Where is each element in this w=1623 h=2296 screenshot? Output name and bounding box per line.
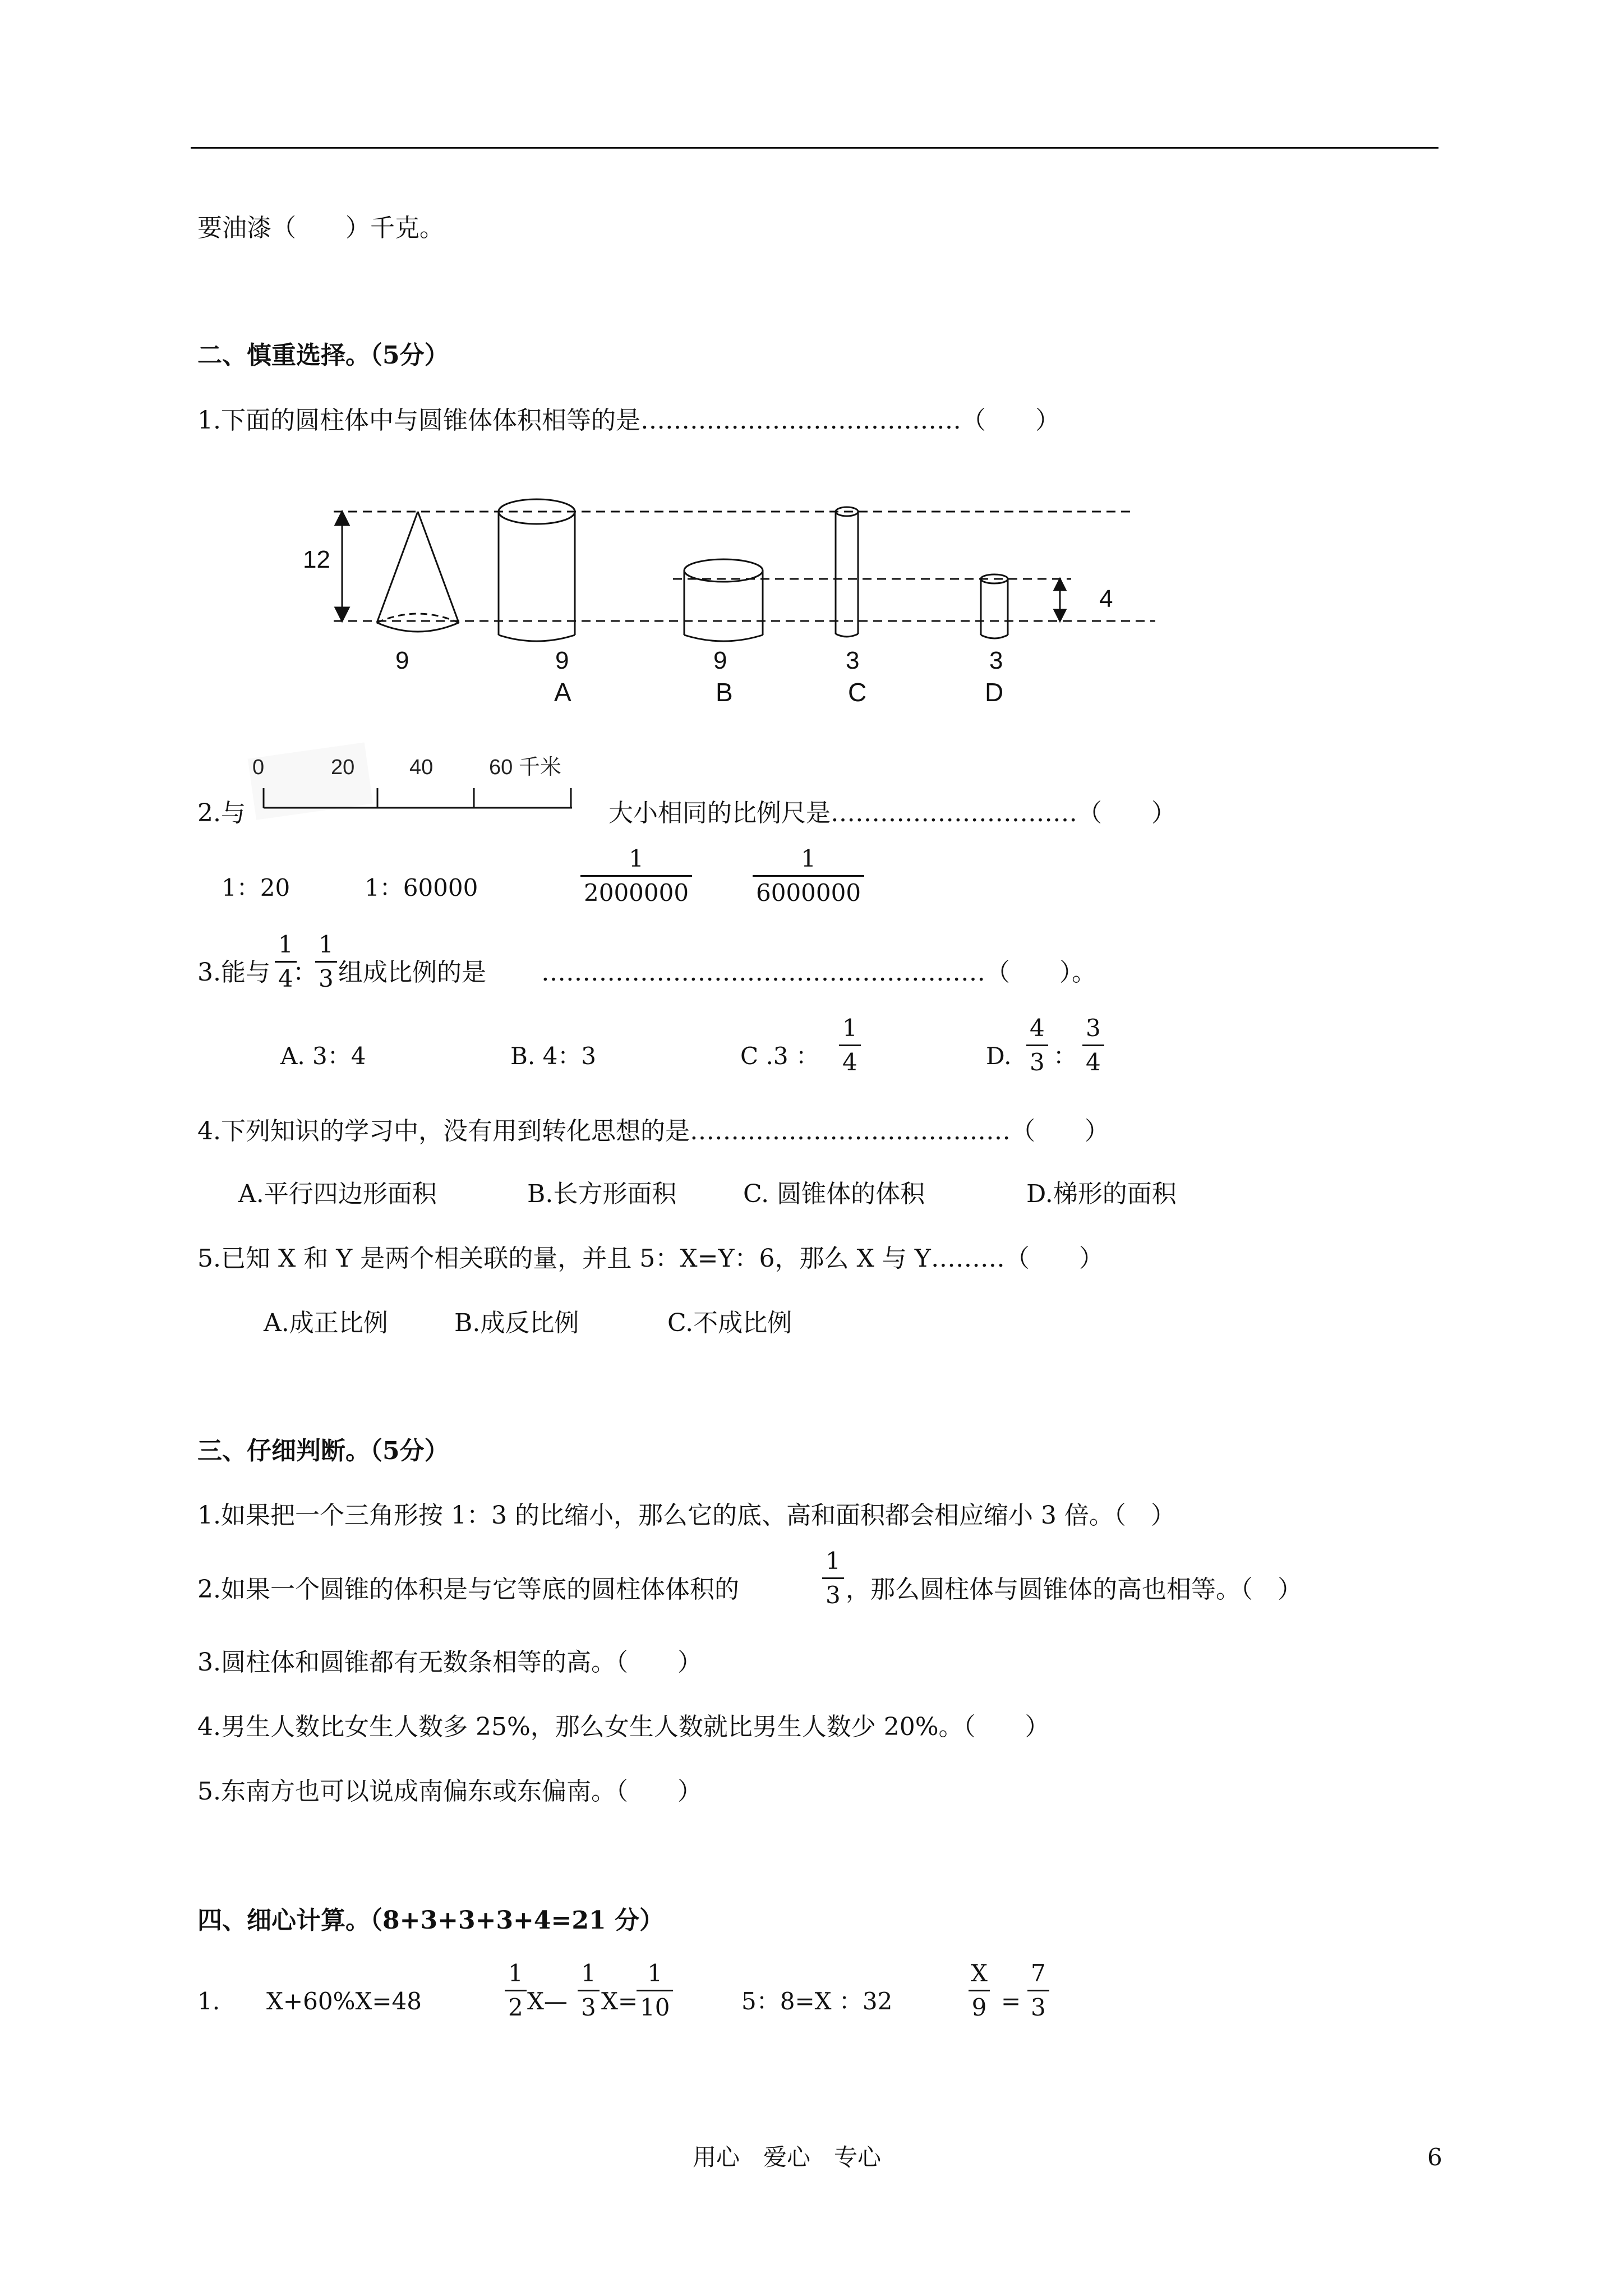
option-b-base: 9 bbox=[713, 647, 727, 674]
s2-q3-frac-1: $\frac{1}{4}$ bbox=[275, 933, 297, 991]
s4-eq2-x2: X= bbox=[601, 1987, 638, 2015]
option-d-base: 3 bbox=[989, 647, 1003, 674]
s2-q3-suffix: 组成比例的是 bbox=[338, 958, 486, 987]
section4-title: 四、细心计算。（8+3+3+3+4=21 分） bbox=[197, 1906, 664, 1935]
s3-q5: 5.东南方也可以说成南偏东或东偏南。（ ） bbox=[197, 1777, 702, 1806]
s2-q3-option-d-frac-2: $\frac{3}{4}$ bbox=[1082, 1016, 1104, 1074]
header-rule bbox=[191, 147, 1438, 149]
option-d-letter: D bbox=[985, 678, 1004, 707]
s2-q3-option-d-frac-1: $\frac{4}{3}$ bbox=[1026, 1016, 1048, 1074]
s4-eq3: 5：8=X ：32 bbox=[741, 1987, 893, 2015]
s4-eq2-frac-3: $\frac{1}{10}$ bbox=[637, 1962, 673, 2019]
option-a-letter: A bbox=[554, 678, 571, 707]
s4-num: 1. bbox=[197, 1987, 220, 2015]
footer-motto: 用心 爱心 专心 bbox=[693, 2143, 882, 2171]
scale-label-0: 0 bbox=[252, 756, 265, 779]
s2-q3-option-c-frac: $\frac{1}{4}$ bbox=[839, 1016, 861, 1074]
s2-q2-option-4: $\frac{1}{6000000}$ bbox=[753, 847, 864, 905]
continuation-line: 要油漆（ ）千克。 bbox=[197, 214, 444, 242]
s4-eq2-frac-1: $\frac{1}{2}$ bbox=[505, 1962, 527, 2019]
s3-q3: 3.圆柱体和圆锥都有无数条相等的高。（ ） bbox=[197, 1648, 702, 1677]
s2-q5-option-c: C.不成比例 bbox=[667, 1309, 792, 1337]
s2-q3-option-a: A. 3：4 bbox=[280, 1042, 366, 1070]
s2-q2-suffix: 大小相同的比例尺是…………………………（ ） bbox=[608, 799, 1176, 827]
s4-eq2-frac-2: $\frac{1}{3}$ bbox=[578, 1962, 600, 2019]
s4-eq1: X+60%X=48 bbox=[266, 1987, 422, 2015]
s2-q1-text: 1.下面的圆柱体中与圆锥体体积相等的是…………………………………（ ） bbox=[197, 406, 1060, 435]
option-a-base: 9 bbox=[555, 647, 569, 674]
scale-bar bbox=[247, 740, 583, 830]
s3-q4: 4.男生人数比女生人数多 25%，那么女生人数就比男生人数少 20%。（ ） bbox=[197, 1713, 1050, 1741]
s2-q3-option-d: D. bbox=[986, 1042, 1012, 1070]
height-12-label: 12 bbox=[303, 546, 330, 573]
height-4-label: 4 bbox=[1099, 585, 1113, 613]
s2-q4-option-b: B.长方形面积 bbox=[527, 1180, 677, 1208]
s3-q1: 1.如果把一个三角形按 1：3 的比缩小，那么它的底、高和面积都会相应缩小 3 倍。（ ） bbox=[197, 1501, 1175, 1530]
scale-label-40: 40 bbox=[409, 756, 434, 779]
section2-title: 二、慎重选择。（5分） bbox=[197, 341, 449, 370]
scale-label-20: 20 bbox=[331, 756, 355, 779]
s4-eq2-x1: X— bbox=[527, 1987, 568, 2015]
option-b-letter: B bbox=[716, 678, 733, 707]
s2-q3-dots: ………………………………………………（ ）。 bbox=[541, 958, 1096, 987]
s2-q2-option-1: 1：20 bbox=[222, 874, 291, 901]
volume-figure bbox=[280, 482, 1178, 718]
s2-q2-option-2: 1：60000 bbox=[365, 874, 478, 901]
s2-q4-option-a: A.平行四边形面积 bbox=[238, 1180, 437, 1208]
s2-q4-option-c: C. 圆锥体的体积 bbox=[743, 1180, 925, 1208]
option-c-base: 3 bbox=[846, 647, 860, 674]
section3-title: 三、仔细判断。（5分） bbox=[197, 1437, 449, 1465]
s2-q5-text: 5.已知 X 和 Y 是两个相关联的量，并且 5：X=Y：6，那么 X 与 Y………（ ） bbox=[197, 1244, 1104, 1273]
s2-q3-option-c: C .3 ： bbox=[740, 1042, 819, 1070]
scale-label-60km: 60 千米 bbox=[489, 756, 561, 779]
s2-q3-colon: ： bbox=[293, 958, 317, 987]
s4-eq4-equals: = bbox=[1001, 1987, 1021, 2015]
s4-eq4-frac-2: $\frac{7}{3}$ bbox=[1027, 1962, 1049, 2019]
s2-q3-prefix: 3.能与 bbox=[197, 958, 270, 987]
page-number: 6 bbox=[1427, 2143, 1442, 2171]
cone-base-label: 9 bbox=[395, 647, 409, 674]
s2-q3-frac-2: $\frac{1}{3}$ bbox=[315, 933, 337, 991]
s2-q2-prefix: 2.与 bbox=[197, 799, 246, 827]
s2-q5-option-a: A.成正比例 bbox=[264, 1309, 388, 1337]
s2-q4-option-d: D.梯形的面积 bbox=[1026, 1180, 1177, 1208]
s2-q3-option-d-colon: ： bbox=[1053, 1042, 1077, 1070]
s2-q2-option-3: $\frac{1}{2000000}$ bbox=[580, 847, 692, 905]
s3-q2-frac: $\frac{1}{3}$ bbox=[822, 1549, 844, 1607]
s3-q2-suffix: ，那么圆柱体与圆锥体的高也相等。（ ） bbox=[846, 1575, 1302, 1604]
s2-q4-text: 4.下列知识的学习中，没有用到转化思想的是…………………………………（ ） bbox=[197, 1117, 1109, 1145]
s2-q5-option-b: B.成反比例 bbox=[454, 1309, 579, 1337]
s3-q2-prefix: 2.如果一个圆锥的体积是与它等底的圆柱体体积的 bbox=[197, 1575, 739, 1604]
s4-eq4-frac-1: $\frac{X}{9}$ bbox=[967, 1962, 991, 2019]
option-c-letter: C bbox=[848, 678, 867, 707]
s2-q3-option-b: B. 4：3 bbox=[510, 1042, 597, 1070]
